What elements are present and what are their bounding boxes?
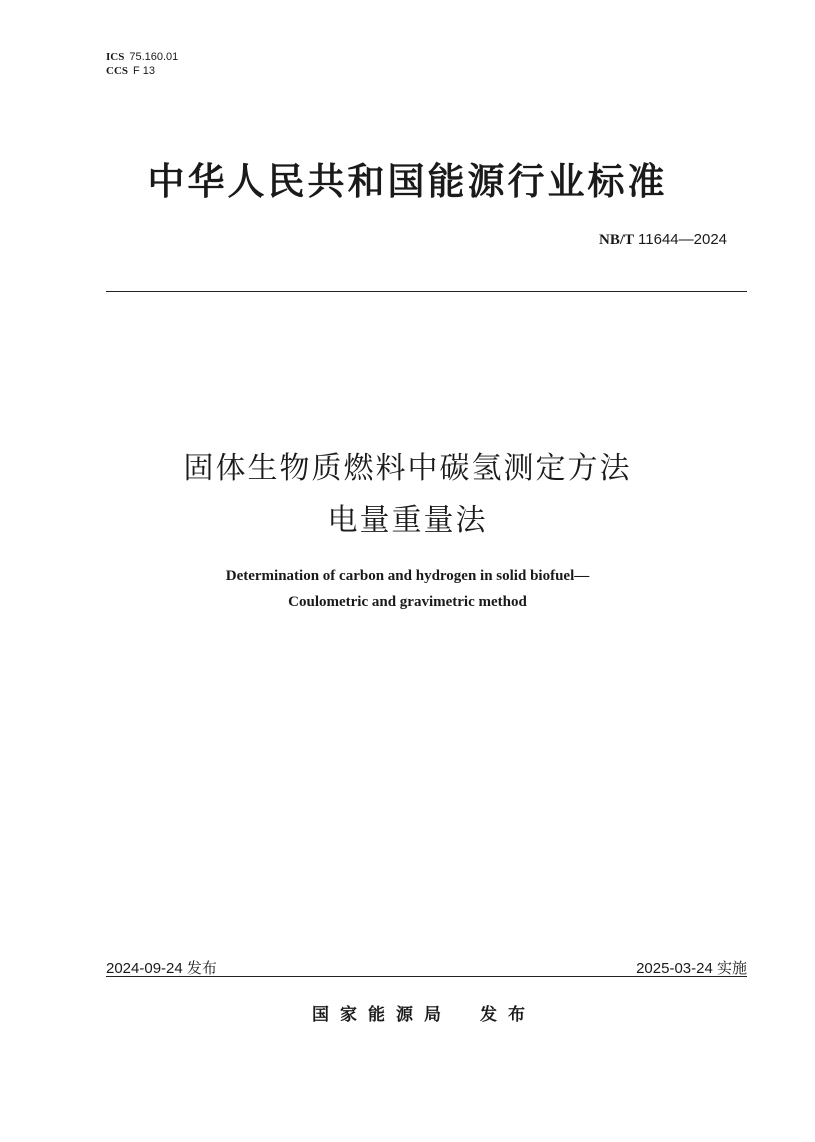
ccs-value: F 13 bbox=[133, 65, 156, 77]
standard-number bbox=[599, 230, 727, 249]
english-title-line-1: Determination of carbon and hydrogen in solid biofuel— bbox=[225, 568, 590, 584]
chinese-title-line-1: 固体生物质燃料中碳氢测定方法 bbox=[183, 451, 632, 486]
standard-prefix: NB/T bbox=[599, 232, 635, 248]
bottom-divider bbox=[106, 976, 747, 977]
chinese-title bbox=[0, 443, 815, 547]
english-title-line-2: Coulometric and gravimetric method bbox=[288, 594, 527, 610]
publisher-action: 发布 bbox=[480, 1005, 536, 1025]
issue-date: 2024-09-24 发布 bbox=[106, 960, 217, 977]
implementation-date: 2025-03-24 实施 bbox=[636, 960, 747, 977]
ics-value: 75.160.01 bbox=[129, 51, 179, 63]
ccs-label: CCS bbox=[106, 65, 129, 77]
chinese-title-line-2: 电量重量法 bbox=[327, 503, 488, 538]
english-title bbox=[0, 563, 815, 615]
ics-label: ICS bbox=[106, 51, 125, 63]
top-divider bbox=[106, 291, 747, 292]
ccs-code bbox=[106, 64, 178, 78]
ics-code bbox=[106, 50, 178, 64]
publisher bbox=[312, 1000, 536, 1025]
standard-number-value: 11644—2024 bbox=[638, 231, 727, 248]
organization-title: 中华人民共和国能源行业标准 bbox=[147, 160, 668, 203]
classification-codes bbox=[106, 50, 178, 78]
publisher-name: 国家能源局 bbox=[312, 1005, 452, 1025]
